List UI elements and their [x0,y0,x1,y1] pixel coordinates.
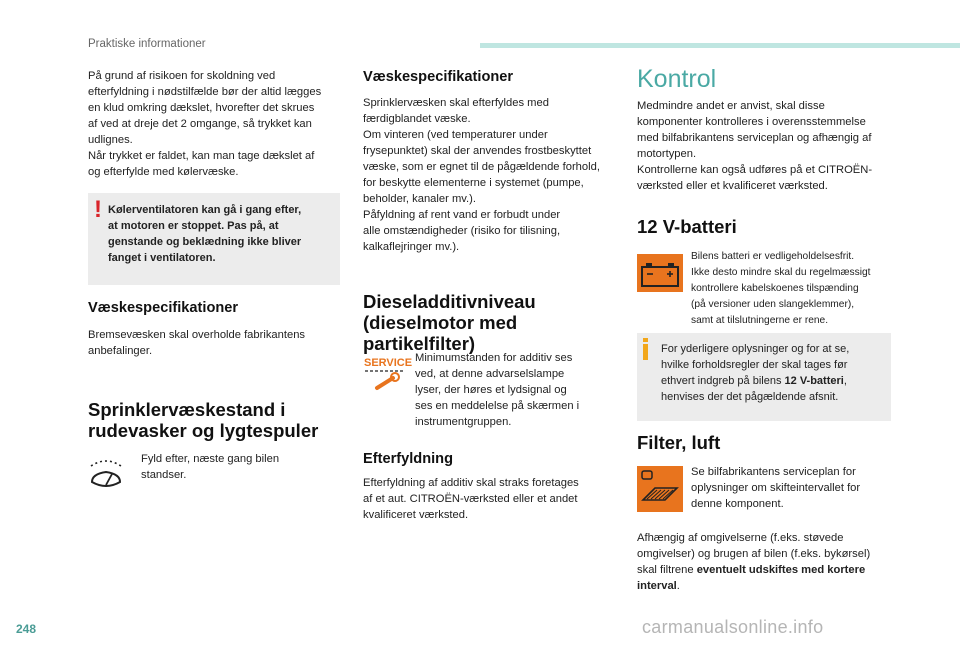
text-line: genstande og beklædning ikke bliver [108,236,302,248]
text-line: omgivelser) og brugen af bilen (f.eks. bykørsel) [637,548,871,560]
emphasis-text: interval [637,580,677,592]
text-line: færdigblandet væske. [363,113,471,125]
washer-spec-heading: Væskespecifikationer [363,69,514,85]
text-line: og efterfylde med kølervæske. [88,166,239,178]
running-header: Praktiske informationer [88,38,206,50]
text-line: med bilfabrikantens serviceplan og afhængig af [637,132,872,144]
text-line: fanget i ventilatoren. [108,252,216,264]
page-number: 248 [16,622,37,636]
text-line: (dieselmotor med [363,312,518,333]
header-accent-bar [480,43,960,48]
text-line: Fyld efter, næste gang bilen [141,453,280,465]
text-line: lyser, der høres et lydsignal og [415,384,567,396]
text-line: instrumentgruppen. [415,416,512,428]
text-line: denne komponent. [691,498,784,510]
text-line: Minimumstanden for additiv ses [415,352,573,364]
washer-heading [88,399,348,441]
text-line: at motoren er stoppet. Pas på, at [108,220,279,232]
text-line: kontrollere kabelskoenes tilspænding [691,283,859,294]
text-line: udlignes. [88,134,133,146]
warning-text [108,202,330,266]
text-line: standser. [141,469,187,481]
service-warning-icon [363,354,413,394]
text-line: Sprinklervæsken skal efterfyldes med [363,97,549,109]
info-icon [643,338,648,360]
text-line: Medmindre andet er anvist, skal disse [637,100,825,112]
text-line: kvalificeret værksted. [363,509,469,521]
air-filter-text [691,464,896,512]
air-filter-heading: Filter, luft [637,432,721,453]
text-line: Påfyldning af rent vand er forbudt under [363,209,561,221]
text-line: Kontrollerne kan også udføres på et CITROËN- [637,164,873,176]
text-line: (på versioner uden slangeklemmer), [691,299,855,310]
text-line: henvises der det pågældende afsnit. [661,391,839,403]
text-line: Bremsevæsken skal overholde fabrikantens [88,329,306,341]
text-line [637,562,907,578]
text-line: anbefalinger. [88,345,153,357]
text-line: Efterfyldning af additiv skal straks foretages [363,477,579,489]
text-line [637,578,907,594]
air-filter-icon [637,466,683,512]
text-line [661,373,883,389]
kontrol-heading: Kontrol [637,65,717,93]
text-line: af et aut. CITROËN-værksted eller et andet [363,493,578,505]
battery-text [691,249,896,329]
info-text [661,341,883,405]
text-line: Dieseladditivniveau [363,291,536,312]
text-line: alle omstændigheder (risiko for tilisning, [363,225,561,237]
text-line: en klud omkring dækslet, hvorefter det skrues [88,102,315,114]
text-line: Om vinteren (ved temperaturer under [363,129,548,141]
text-line: Kølerventilatoren kan gå i gang efter, [108,204,302,216]
warning-icon: ! [94,196,102,223]
service-label: SERVICE [364,357,413,369]
text-line: Afhængig af omgivelserne (f.eks. støvede [637,532,844,544]
text-line: komponenter kontrolleres i overensstemmelse [637,116,866,128]
text-line: af ved at dreje det 2 omgange, så trykket kan [88,118,312,130]
text-line: væske, som er egnet til de pågældende forhold, [363,161,600,173]
text-line: oplysninger om skifteintervallet for [691,482,861,494]
text-line: For yderligere oplysninger og for at se, [661,343,850,355]
battery-heading: 12 V-batteri [637,216,737,237]
text-span: skal filtrene [637,564,697,576]
text-line: motortypen. [637,148,697,160]
text-span: ethvert indgreb på bilens [661,375,785,387]
battery-reference: 12 V-batteri [784,375,844,387]
text-line: samt at tilslutningerne er rene. [691,315,829,326]
text-line: frysepunktet) skal der anvendes frostbeskyttet [363,145,592,157]
air-filter-conditions [637,530,907,594]
text-line: Bilens batteri er vedligeholdelsesfrit. [691,251,855,262]
text-line: rudevasker og lygtespuler [88,420,319,441]
emphasis-text: eventuelt udskiftes med kortere [696,564,866,576]
text-line: partikelfilter) [363,333,476,354]
diesel-additive-heading [363,291,625,354]
text-line: ved, at denne advarselslampe [415,368,565,380]
text-line: På grund af risikoen for skoldning ved [88,70,276,82]
brake-fluid-heading: Væskespecifikationer [88,300,239,316]
text-line: kalkaflejringer mv.). [363,241,460,253]
text-span: , [843,375,847,387]
refill-heading: Efterfyldning [363,451,453,467]
text-line: Når trykket er faldet, kan man tage dækslet af [88,150,315,162]
text-line: efterfyldning i nødstilfælde bør der altid lægges [88,86,322,98]
washer-spec-text [363,95,625,255]
intro-paragraph [88,68,348,180]
watermark: carmanualsonline.info [642,617,824,637]
windscreen-washer-icon [88,452,124,492]
kontrol-text [637,98,899,194]
text-line: ses en meddelelse på skærmen i [415,400,580,412]
washer-text [141,451,341,483]
text-line: for beskytte elementerne i systemet (pumpe, [363,177,584,189]
text-line: Se bilfabrikantens serviceplan for [691,466,856,478]
text-line: hvilke forholdsregler der skal tages før [661,359,848,371]
text-line: beholder, kanaler mv.). [363,193,476,205]
text-line: Ikke desto mindre skal du regelmæssigt [691,267,871,278]
diesel-additive-text [415,350,615,430]
battery-icon [637,254,683,292]
text-span: . [676,580,680,592]
brake-fluid-text [88,327,348,359]
text-line: Sprinklervæskestand i [88,399,286,420]
text-line: værksted eller et kvalificeret værksted. [637,180,828,192]
refill-text [363,475,625,523]
